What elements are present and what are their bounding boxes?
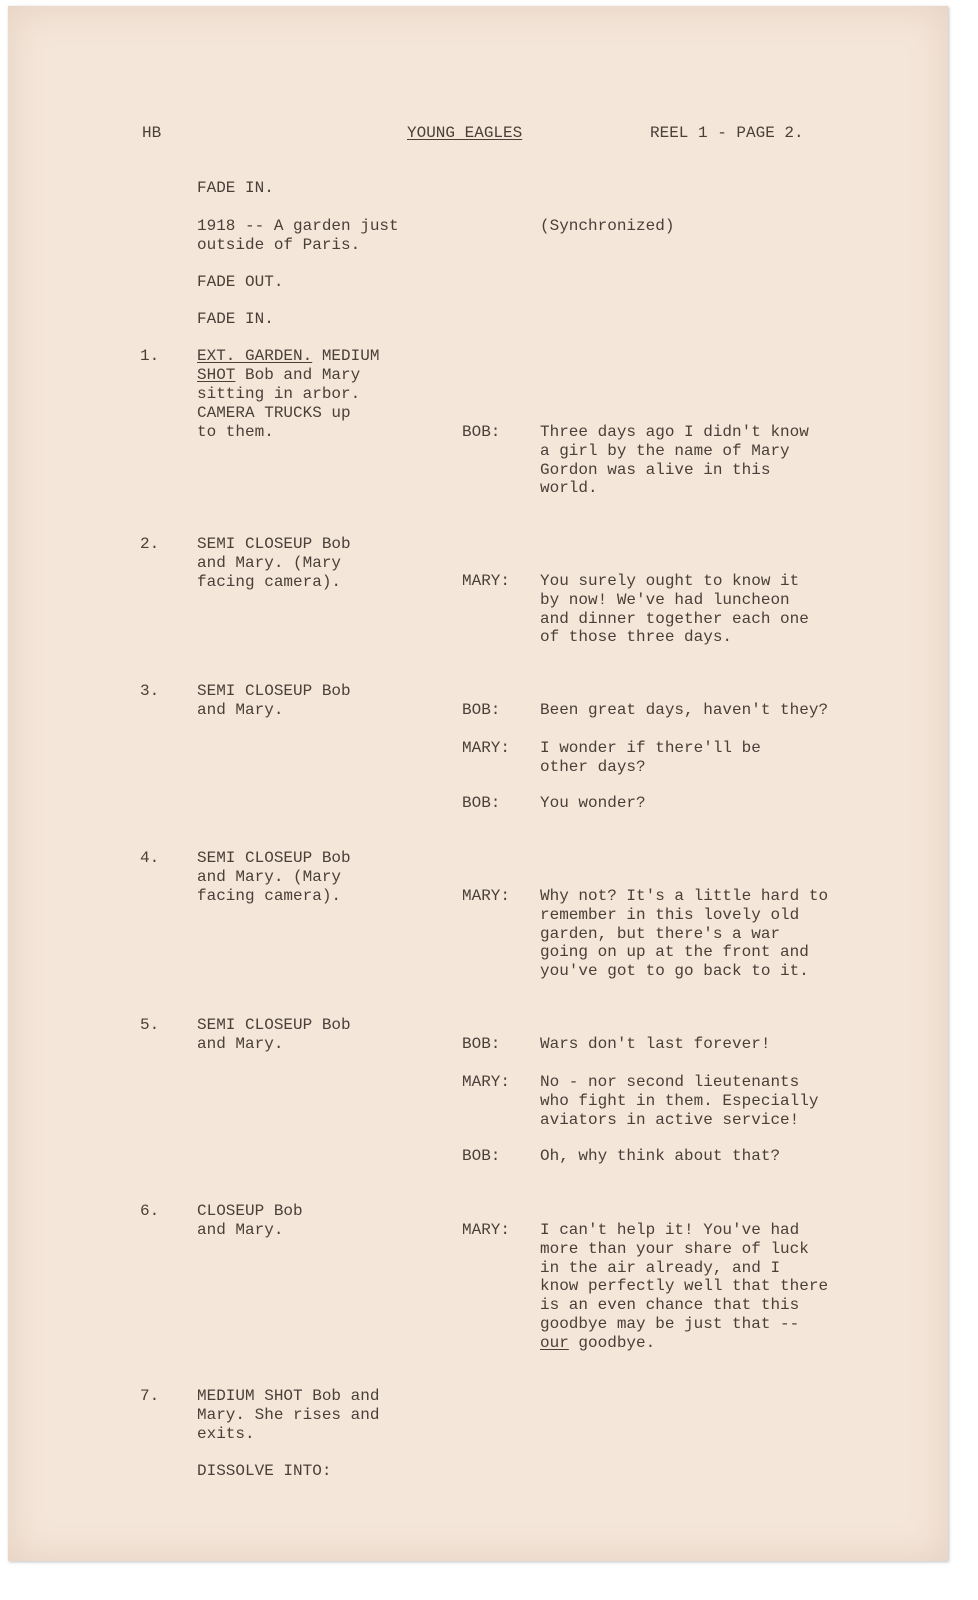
synchronized-note: (Synchronized) [540, 217, 675, 235]
dissolve-direction: DISSOLVE INTO: [197, 1462, 332, 1480]
dialogue: Oh, why think about that? [540, 1147, 781, 1165]
speaker: BOB: [462, 701, 501, 719]
shot-action: MEDIUM SHOT Bob and Mary. She rises and exits. [197, 1387, 380, 1443]
shot-action: SEMI CLOSEUP Bob and Mary. [197, 1016, 351, 1053]
dialogue: No - nor second lieutenants who fight in them. Especially aviators in active service! [540, 1073, 819, 1129]
speaker: MARY: [462, 572, 511, 590]
shot-number: 4. [140, 849, 160, 867]
shot-number: 3. [140, 682, 160, 700]
shot-action-line: SHOT Bob and Mary [197, 366, 361, 384]
shot-number: 1. [140, 347, 160, 365]
speaker: MARY: [462, 1073, 511, 1091]
header-initials: HB [142, 124, 162, 142]
fade-out-direction: FADE OUT. [197, 273, 284, 291]
speaker: MARY: [462, 1221, 511, 1239]
header-reel-page: REEL 1 - PAGE 2. [650, 124, 804, 142]
dialogue: Why not? It's a little hard to remember in this lovely old garden, but there's a war going on up at the front and you've got to go back to it. [540, 887, 829, 981]
fade-in-direction: FADE IN. [197, 179, 274, 197]
shot-action: CLOSEUP Bob and Mary. [197, 1202, 303, 1239]
shot-action: SEMI CLOSEUP Bob and Mary. [197, 682, 351, 719]
dialogue: You wonder? [540, 794, 646, 812]
shot-action: SEMI CLOSEUP Bob and Mary. (Mary facing camera). [197, 535, 351, 591]
speaker: MARY: [462, 887, 511, 905]
speaker: BOB: [462, 794, 501, 812]
shot-number: 2. [140, 535, 160, 553]
emphasis: our [540, 1334, 569, 1352]
speaker: BOB: [462, 1147, 501, 1165]
scene-heading: EXT. GARDEN. [197, 347, 313, 365]
dialogue: Wars don't last forever! [540, 1035, 771, 1053]
speaker: MARY: [462, 739, 511, 757]
dialogue: I wonder if there'll be other days? [540, 739, 761, 776]
dialogue: Been great days, haven't they? [540, 701, 829, 719]
setting-line-1: 1918 -- A garden just [197, 217, 399, 235]
shot-action: SEMI CLOSEUP Bob and Mary. (Mary facing camera). [197, 849, 351, 905]
dialogue: Three days ago I didn't know a girl by the name of Mary Gordon was alive in this world. [540, 423, 809, 498]
fade-in-direction-2: FADE IN. [197, 310, 274, 328]
shot-action: sitting in arbor. CAMERA TRUCKS up to them. [197, 385, 361, 441]
header-title: YOUNG EAGLES [407, 124, 523, 142]
shot-number: 5. [140, 1016, 160, 1034]
dialogue: You surely ought to know it by now! We've had luncheon and dinner together each one of those three days. [540, 572, 809, 647]
speaker: BOB: [462, 1035, 501, 1053]
shot-action-line: EXT. GARDEN. MEDIUM [197, 347, 380, 365]
dialogue: I can't help it! You've had more than your share of luck in the air already, and I know perfectly well that there is an even chance that this goodbye may be just that -- [540, 1221, 829, 1333]
shot-number: 7. [140, 1387, 160, 1405]
dialogue-last-line: our goodbye. [540, 1334, 656, 1352]
shot-number: 6. [140, 1202, 160, 1220]
speaker: BOB: [462, 423, 501, 441]
setting-line-2: outside of Paris. [197, 236, 361, 254]
